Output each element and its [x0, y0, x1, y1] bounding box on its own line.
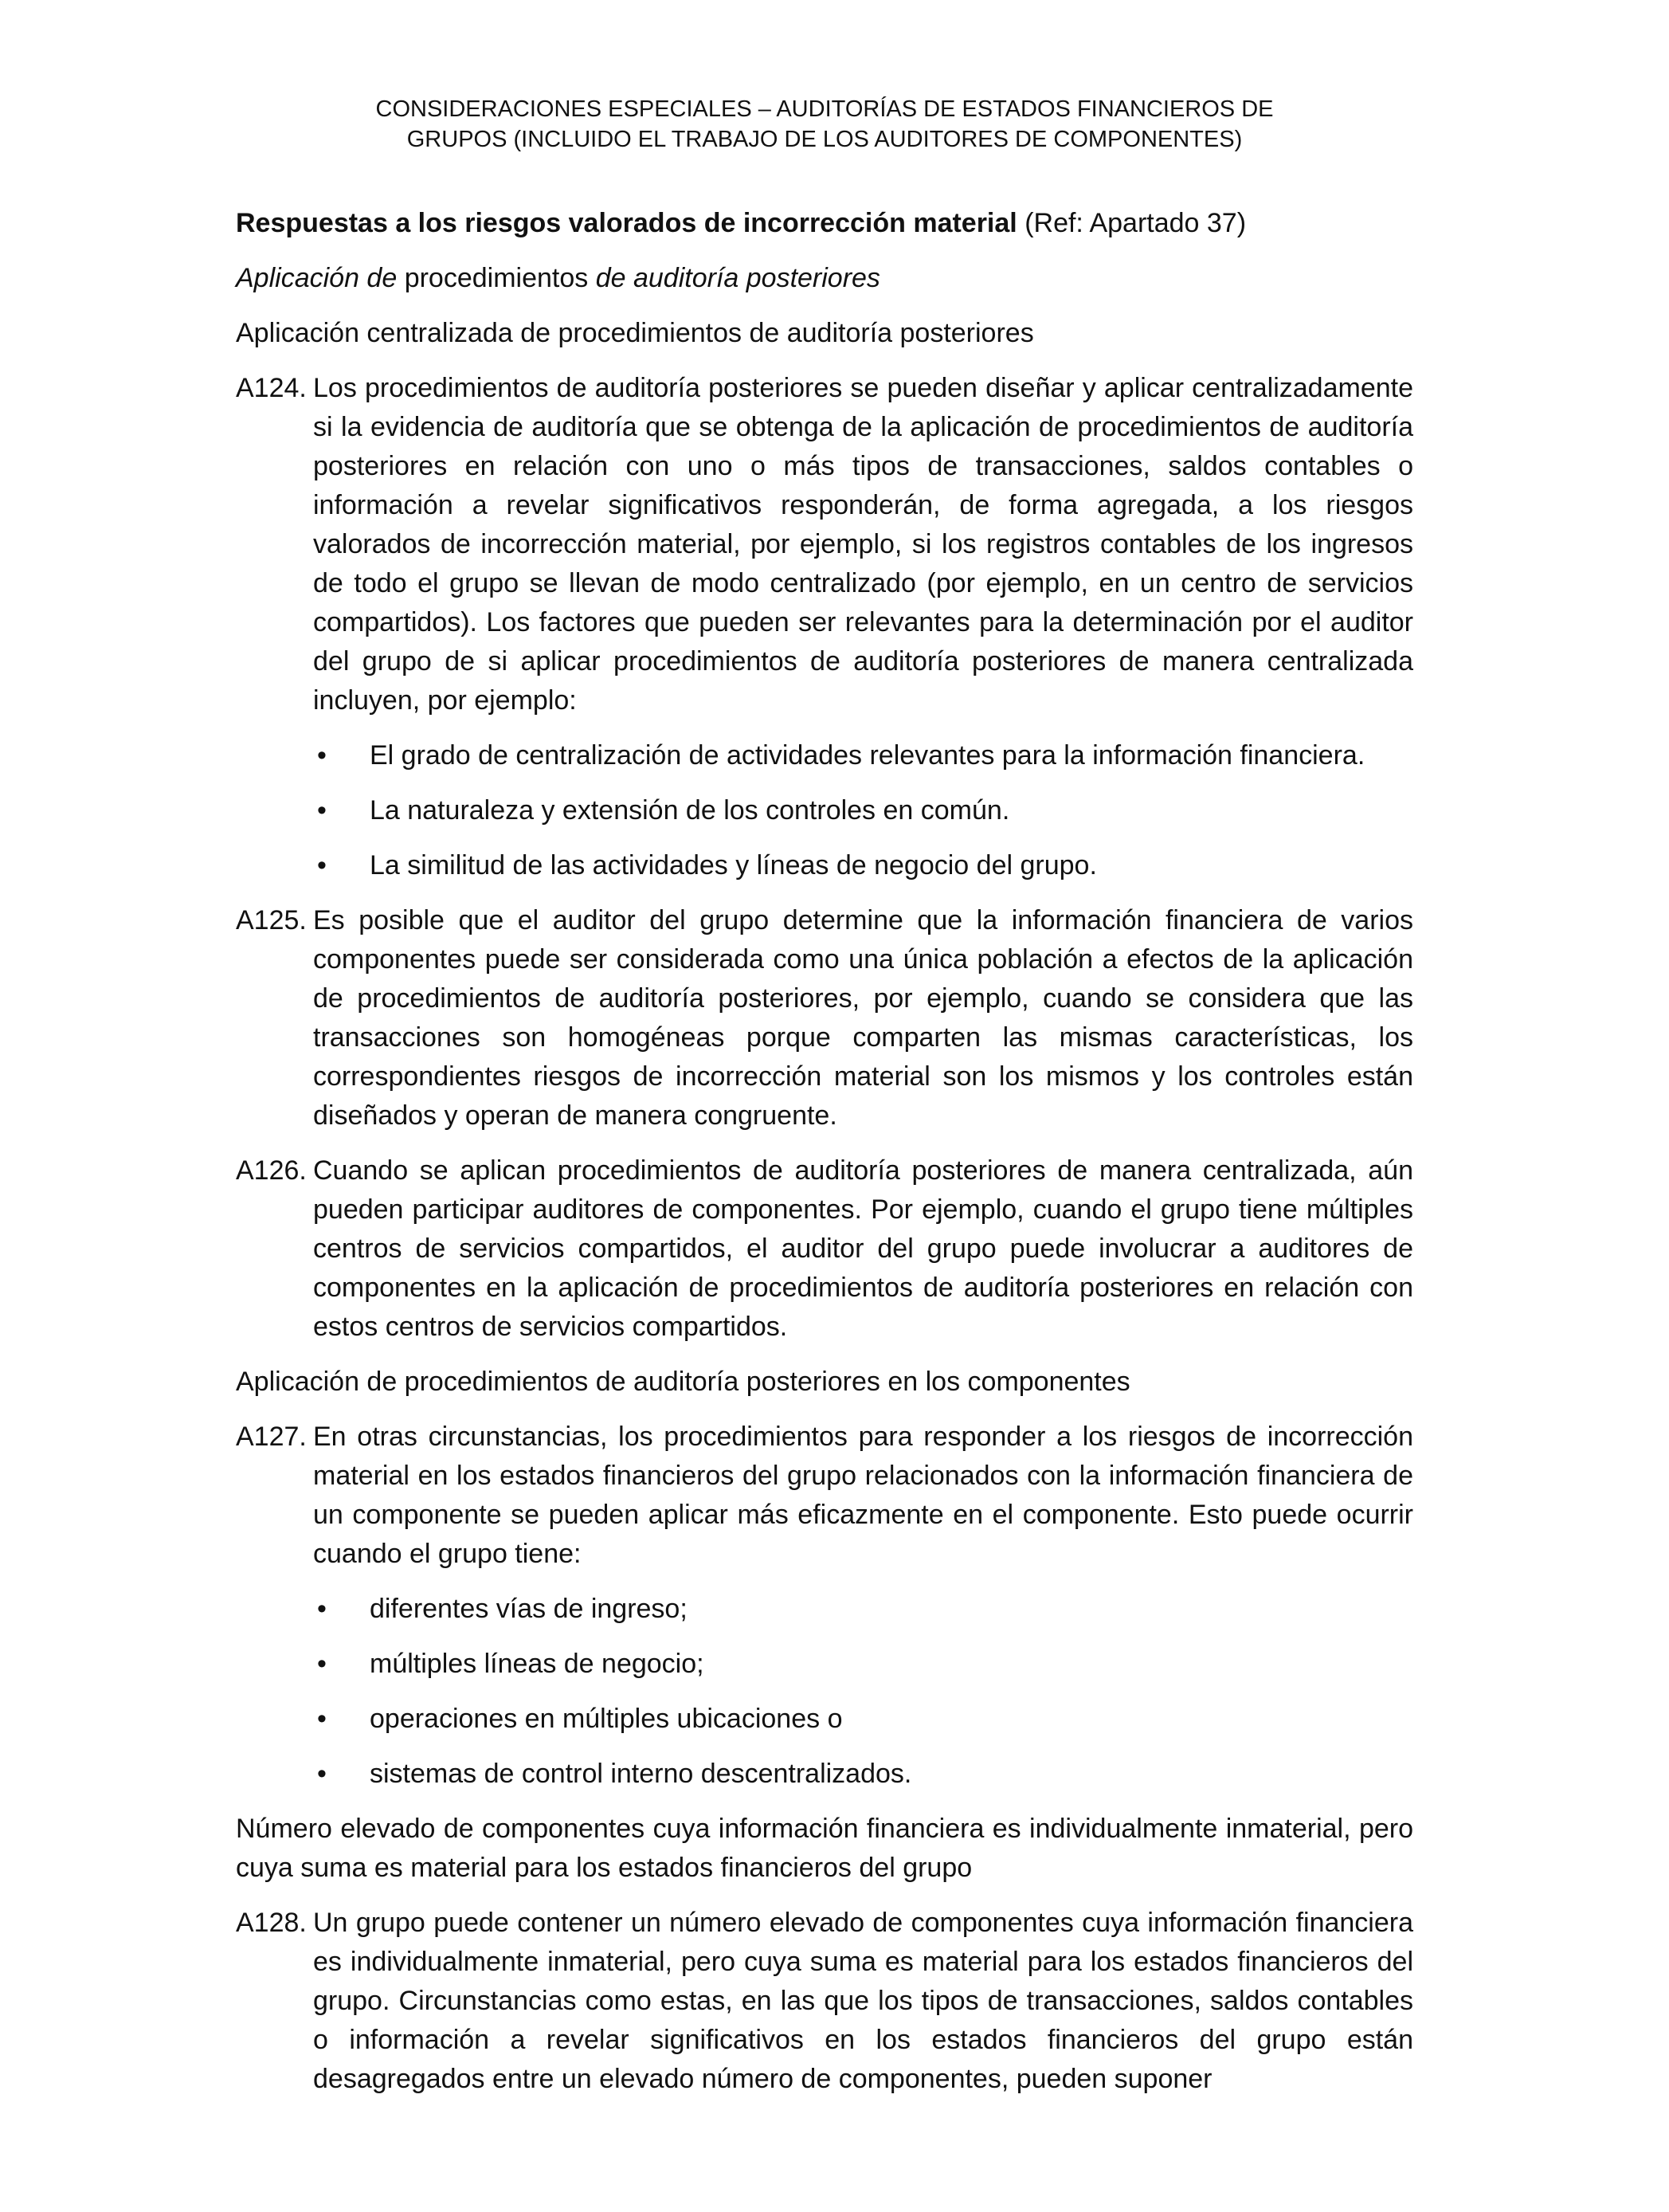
list-item: • sistemas de control interno descentralizados.	[236, 1755, 1413, 1794]
paragraph-text: Un grupo puede contener un número elevado de componentes cuya información financiera es individualmente inmaterial, pero cuya suma es material para los estados financieros del grupo. Circunstancias como estas, en las que los tipos de transacciones, saldos contables o información a revelar significativos en los estados financieros del grupo están desagregados entre un elevado número de componentes, pueden suponer	[313, 1908, 1413, 2094]
list-item: • El grado de centralización de actividades relevantes para la información financiera.	[236, 736, 1413, 775]
list-item: • múltiples líneas de negocio;	[236, 1645, 1413, 1684]
list-item: • operaciones en múltiples ubicaciones o	[236, 1700, 1413, 1739]
paragraph-a127	[236, 1418, 1413, 1574]
subtitle-part-3: de auditoría posteriores	[595, 263, 880, 293]
bullet-icon: •	[317, 795, 327, 826]
bullet-icon: •	[317, 1649, 327, 1679]
bullet-icon: •	[317, 740, 327, 771]
paragraph-text: Cuando se aplican procedimientos de auditoría posteriores de manera centralizada, aún pueden participar auditores de componentes. Por ejemplo, cuando el grupo tiene múltiples centros de servicios compartidos, el auditor del grupo puede involucrar a auditores de componentes en la aplicación de procedimientos de auditoría posteriores en relación con estos centros de servicios compartidos.	[313, 1155, 1413, 1342]
list-item: • diferentes vías de ingreso;	[236, 1590, 1413, 1629]
document-page	[236, 94, 1413, 2115]
section-title	[236, 204, 1413, 243]
paragraph-number: A127.	[236, 1422, 307, 1452]
list-item: • La naturaleza y extensión de los controles en común.	[236, 791, 1413, 830]
bullet-icon: •	[317, 850, 327, 880]
running-header	[236, 94, 1413, 155]
bullet-icon: •	[317, 1704, 327, 1734]
paragraph-text: Es posible que el auditor del grupo determine que la información financiera de varios componentes puede ser considerada como una única población a efectos de la aplicación de procedimientos de auditoría posteriores, por ejemplo, cuando se considera que las transacciones son homogéneas porque comparten las mismas características, los correspondientes riesgos de incorrección material son los mismos y los controles están diseñados y operan de manera congruente.	[313, 905, 1413, 1131]
paragraph-number: A126.	[236, 1155, 307, 1186]
header-line-2: GRUPOS (INCLUIDO EL TRABAJO DE LOS AUDITORES DE COMPONENTES)	[406, 127, 1243, 152]
paragraph-a124	[236, 369, 1413, 720]
header-line-1: CONSIDERACIONES ESPECIALES – AUDITORÍAS DE ESTADOS FINANCIEROS DE	[375, 96, 1274, 122]
paragraph-a125	[236, 901, 1413, 1135]
paragraph-text: En otras circunstancias, los procedimientos para responder a los riesgos de incorrección material en los estados financieros del grupo relacionados con la información financiera de un componente se pueden aplicar más eficazmente en el componente. Esto puede ocurrir cuando el grupo tiene:	[313, 1422, 1413, 1569]
section-title-ref: (Ref: Apartado 37)	[1017, 208, 1247, 238]
subtitle-part-1: Aplicación de	[236, 263, 398, 293]
list-item: • La similitud de las actividades y líneas de negocio del grupo.	[236, 846, 1413, 885]
paragraph-a128	[236, 1904, 1413, 2099]
paragraph-text: Los procedimientos de auditoría posteriores se pueden diseñar y aplicar centralizadamente si la evidencia de auditoría que se obtenga de la aplicación de procedimientos de auditoría posteriores en relación con uno o más tipos de transacciones, saldos contables o información a revelar significativos responderán, de forma agregada, a los riesgos valorados de incorrección material, por ejemplo, si los registros contables de los ingresos de todo el grupo se llevan de modo centralizado (por ejemplo, en un centro de servicios compartidos). Los factores que pueden ser relevantes para la determinación por el auditor del grupo de si aplicar procedimientos de auditoría posteriores de manera centralizada incluyen, por ejemplo:	[313, 373, 1413, 716]
bullet-icon: •	[317, 1594, 327, 1624]
section-title-bold: Respuestas a los riesgos valorados de incorrección material	[236, 208, 1017, 238]
paragraph-number: A124.	[236, 373, 307, 403]
subheading-components: Aplicación de procedimientos de auditoría posteriores en los componentes	[236, 1367, 1130, 1397]
bullet-list-a124	[236, 736, 1413, 885]
bullet-list-a127	[236, 1590, 1413, 1794]
paragraph-number: A128.	[236, 1908, 307, 1938]
subtitle-part-2: procedimientos	[397, 263, 596, 293]
bullet-icon: •	[317, 1759, 327, 1789]
subheading-centralized: Aplicación centralizada de procedimientos de auditoría posteriores	[236, 318, 1034, 348]
subheading-many-components: Número elevado de componentes cuya información financiera es individualmente inmaterial, pero cuya suma es material para los estados financieros del grupo	[236, 1814, 1413, 1883]
paragraph-a126	[236, 1151, 1413, 1347]
paragraph-number: A125.	[236, 905, 307, 935]
subtitle	[236, 259, 1413, 298]
